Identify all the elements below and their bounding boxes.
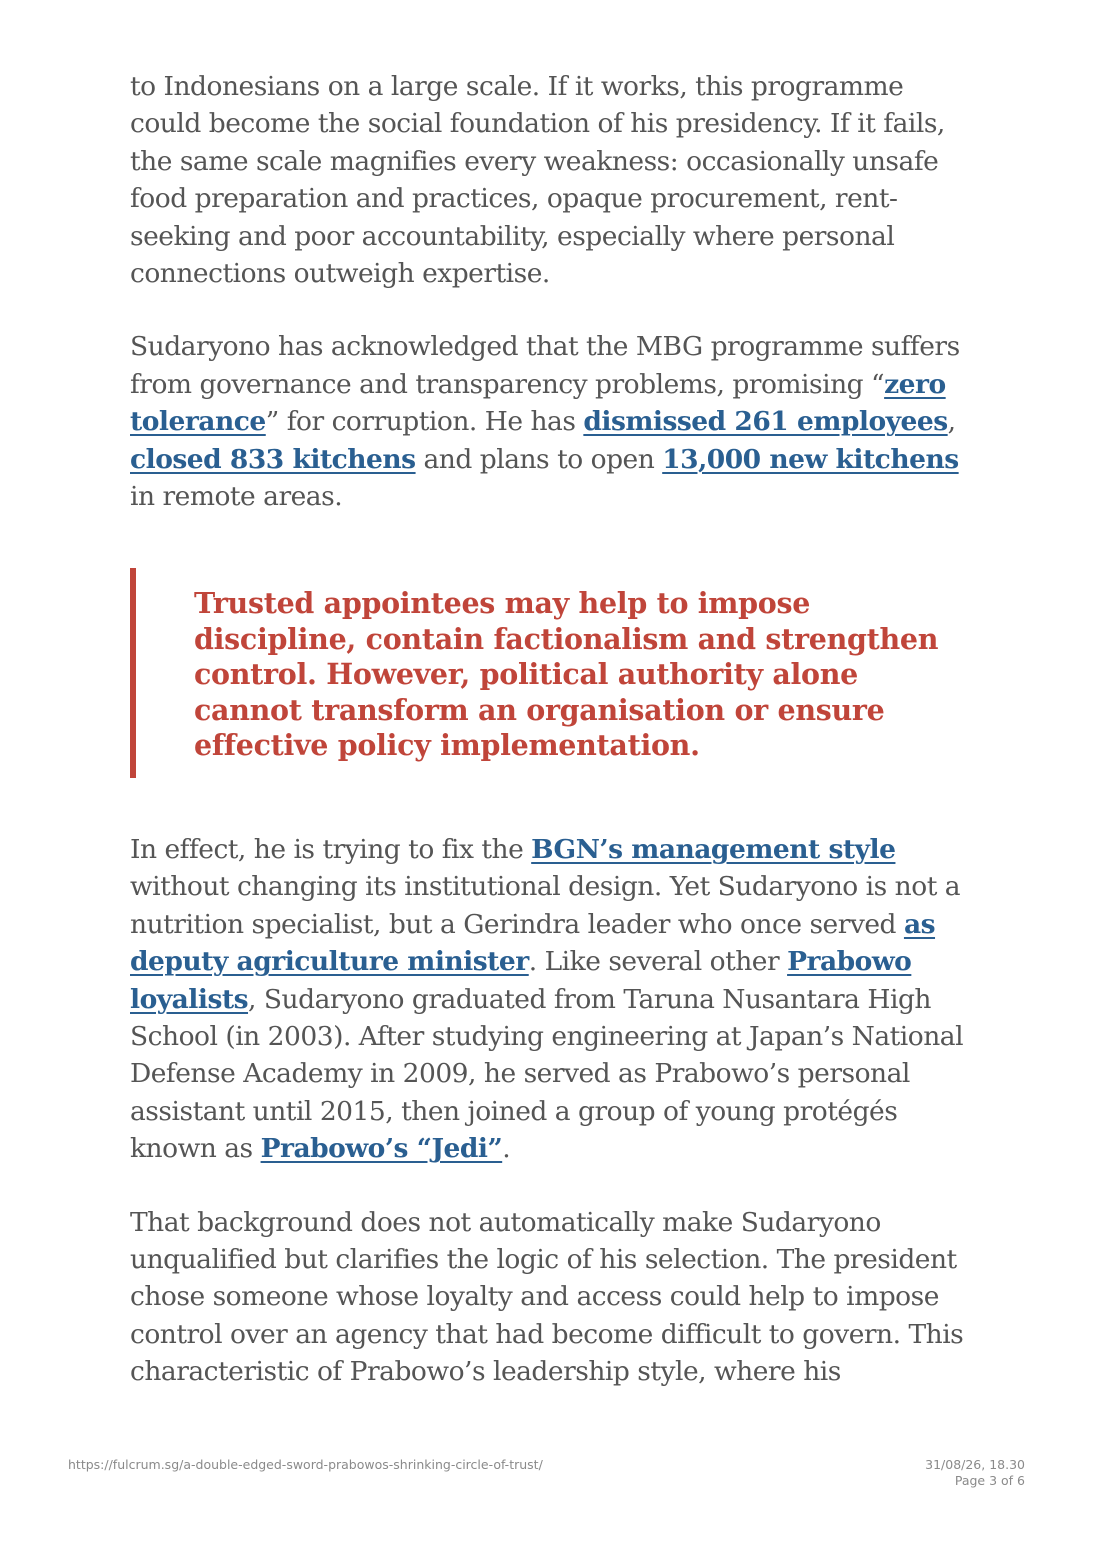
text-span: and plans to open [415,443,663,475]
footer-meta [925,1457,1025,1489]
text-span: Sudaryono has acknowledged that the MBG programme suffers from governance and transparency problems, promising “ [130,331,960,400]
pull-quote [130,568,975,778]
link-zero-tolerance[interactable]: zero tolerance [130,368,946,438]
pull-quote-text: Trusted appointees may help to impose discipline, contain factionalism and strengthen control. However, political authority alone cannot transform an organisation or ensure effective policy implementation. [194,586,939,763]
link-new-kitchens[interactable]: 13,000 new kitchens [662,443,959,475]
text-span: ” for corruption. He has [265,406,584,438]
text-span: in remote areas. [130,481,343,513]
footer-datetime: 31/08/26, 18.30 [925,1457,1025,1472]
paragraph-programme-scale: to Indonesians on a large scale. If it works, this programme could become the social foundation of his presidency. If it fails, the same scale magnifies every weakness: occasionally unsafe food preparation and practices, opaque procurement, rent-seeking and poor accountability, especially where personal connections outweigh expertise. [130,71,945,290]
text-span: , [947,406,956,438]
link-deputy-agriculture-minister[interactable]: as deputy agriculture minister [130,908,936,978]
link-prabowos-jedi[interactable]: Prabowo’s “Jedi” [260,1133,503,1165]
link-closed-kitchens[interactable]: closed 833 kitchens [130,443,416,475]
article-body [130,68,975,1391]
paragraph-background: That background does not automatically make Sudaryono unqualified but clarifies the logic of his selection. The president chose someone whose loyalty and access could help to impose control over an agency that had become difficult to govern. This characteristic of Prabowo’s leadership style, where his [130,1206,964,1388]
paragraph-governance [130,328,975,515]
text-span: . [502,1133,511,1165]
footer-page-number: Page 3 of 6 [954,1473,1025,1488]
footer-url: https://fulcrum.sg/a-double-edged-sword-prabowos-shrinking-circle-of-trust/ [68,1457,543,1472]
text-span: In effect, he is trying to fix the [130,833,532,865]
text-span: . Like several other [528,946,788,978]
link-bgn-management-style[interactable]: BGN’s management style [531,833,896,865]
paragraph-management-style [130,831,975,1168]
link-prabowo-loyalists[interactable]: Prabowo loyalists [130,946,912,1015]
text-span: , Sudaryono graduated from Taruna Nusantara High School (in 2003). After studying engineering at Japan’s National Defense Academy in 2009, he served as Prabowo’s personal assistant until 2015, then joined a group of young protégés known as [130,983,964,1165]
text-span: without changing its institutional design. Yet Sudaryono is not a nutrition specialist, but a Gerindra leader who once served [130,871,961,940]
link-dismissed-employees[interactable]: dismissed 261 employees [583,406,948,438]
